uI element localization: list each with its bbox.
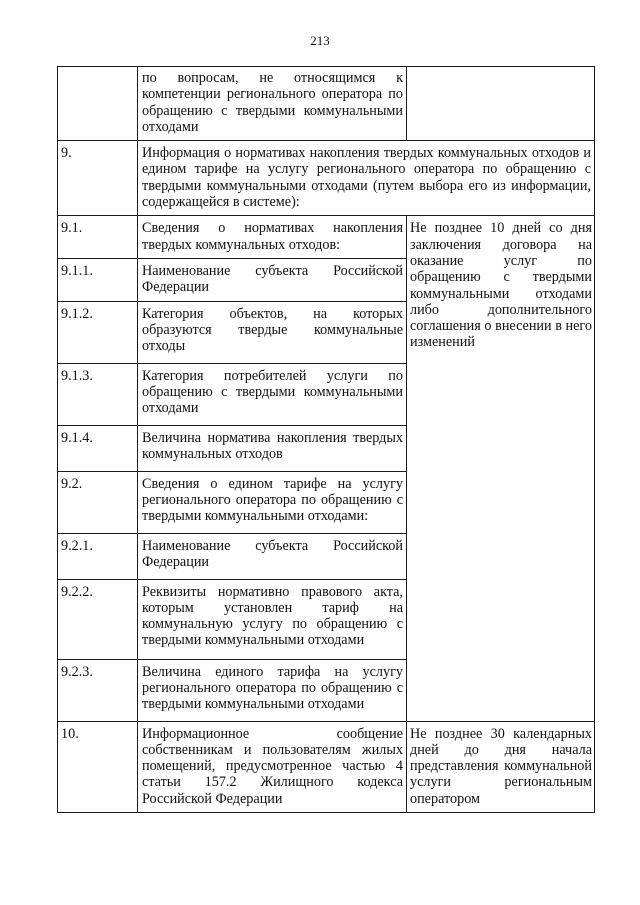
row-text: Наименование субъекта Российской Федерации	[138, 258, 407, 301]
row-number: 9.2.1.	[58, 533, 138, 579]
row-term	[407, 67, 595, 141]
row-number: 9.1.4.	[58, 425, 138, 471]
row-text: Наименование субъекта Российской Федерации	[138, 533, 407, 579]
row-term: Не позднее 10 дней со дня заключения договора на оказание услуг по обращению с твердыми коммунальными отходами либо дополнительного соглашения о внесении в него изменений	[407, 216, 595, 721]
row-text: Сведения о едином тарифе на услугу регионального оператора по обращению с твердыми коммунальными отходами:	[138, 471, 407, 533]
row-number: 9.1.1.	[58, 258, 138, 301]
row-number: 9.2.3.	[58, 659, 138, 721]
row-text: Категория потребителей услуги по обращению с твердыми коммунальными отходами	[138, 363, 407, 425]
row-number	[58, 67, 138, 141]
row-number: 9.1.2.	[58, 301, 138, 363]
row-term: Не позднее 30 календарных дней до дня начала представления коммунальной услуги региональным оператором	[407, 721, 595, 812]
row-number: 9.1.3.	[58, 363, 138, 425]
table-row	[58, 141, 595, 216]
table-row	[58, 67, 595, 141]
row-number: 9.2.	[58, 471, 138, 533]
row-text: Информация о нормативах накопления твердых коммунальных отходов и едином тарифе на услугу регионального оператора по обращению с твердыми коммунальными отходами (путем выбора его из информации, содержащейся в системе):	[138, 141, 595, 216]
row-number: 10.	[58, 721, 138, 812]
page-number: 213	[310, 33, 330, 48]
row-text: Величина единого тарифа на услугу регионального оператора по обращению с твердыми коммунальными отходами	[138, 659, 407, 721]
row-text: Величина норматива накопления твердых коммунальных отходов	[138, 425, 407, 471]
requirements-table	[57, 66, 595, 813]
table-row	[58, 721, 595, 812]
row-number: 9.2.2.	[58, 579, 138, 659]
row-text: Информационное сообщение собственникам и пользователям жилых помещений, предусмотренное частью 4 статьи 157.2 Жилищного кодекса Российской Федерации	[138, 721, 407, 812]
row-text: по вопросам, не относящимся к компетенции регионального оператора по обращению с твердыми коммунальными отходами	[138, 67, 407, 141]
row-text: Сведения о нормативах накопления твердых коммунальных отходов:	[138, 216, 407, 259]
row-number: 9.	[58, 141, 138, 216]
row-text: Категория объектов, на которых образуются твердые коммунальные отходы	[138, 301, 407, 363]
row-text: Реквизиты нормативно правового акта, которым установлен тариф на коммунальную услугу по обращению с твердыми коммунальными отходами	[138, 579, 407, 659]
table-row	[58, 216, 595, 259]
row-number: 9.1.	[58, 216, 138, 259]
